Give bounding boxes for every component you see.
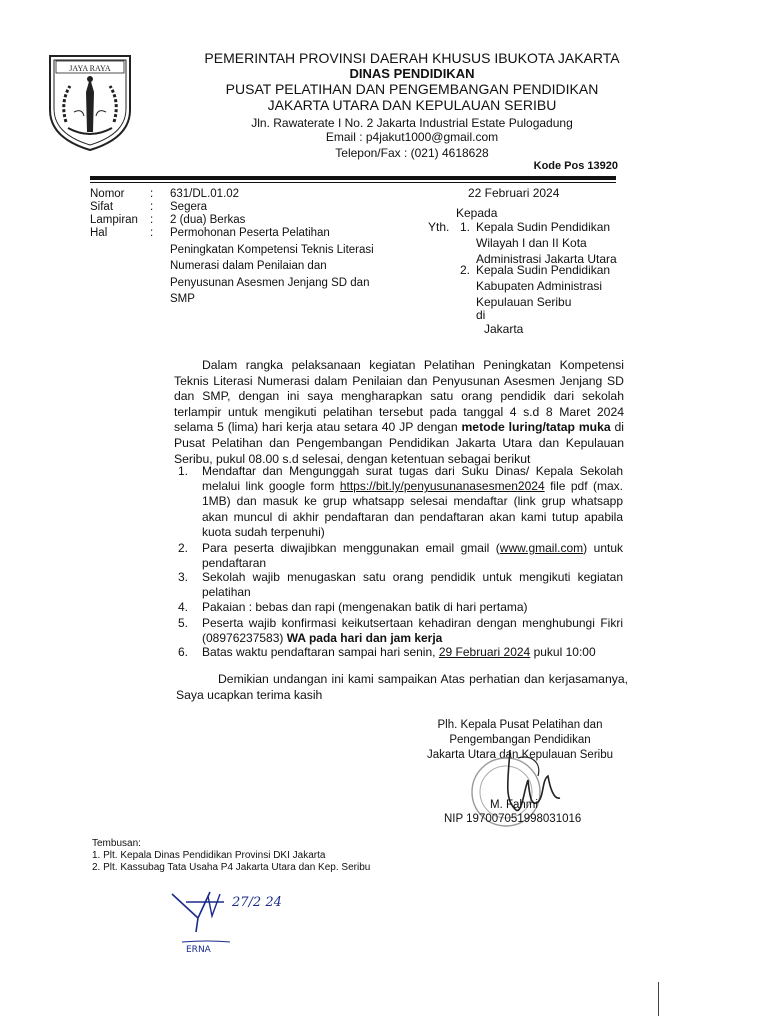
nomor-value: 631/DL.01.02 [170, 188, 240, 200]
letterhead-center: PUSAT PELATIHAN DAN PENGEMBANGAN PENDIDIKAN [225, 81, 599, 97]
tembusan-title: Tembusan: [92, 838, 141, 849]
recipient-di: di [476, 308, 486, 322]
letter-date: 22 Februari 2024 [468, 186, 560, 200]
list-item-5 [202, 616, 623, 646]
yth-label: Yth. [428, 220, 450, 234]
recipient-line: Kepala Sudin Pendidikan [476, 263, 611, 277]
hal-label: Hal [90, 227, 108, 239]
intro-end: di Pusat Pelatihan dan Pengembangan Pendidikan Jakarta Utara dan Kepulauan Seribu, pukul 08.00 s.d selesai, dengan ketentuan sebagai berikut [174, 420, 624, 466]
recipient-1 [476, 220, 617, 267]
list-text: ) untuk pendaftaran [202, 541, 624, 571]
hal-line: Peningkatan Kompetensi Teknis Literasi [170, 243, 374, 256]
letterhead-region: JAKARTA UTARA DAN KEPULAUAN SERIBU [267, 97, 557, 113]
recipient-line: Kepulauan Seribu [476, 295, 572, 309]
handwritten-name: ERNA [186, 945, 211, 955]
hal-colon: : [150, 227, 154, 239]
signatory-nip: NIP 197007051998031016 [444, 813, 582, 825]
list-text: Para peserta diwajibkan menggunakan email gmail ( [202, 541, 500, 555]
gmail-link[interactable]: www.gmail.com [499, 541, 584, 555]
list-text: Peserta wajib konfirmasi keikutsertaan kehadiran dengan menghubungi Fikri (08976237583) [202, 616, 623, 646]
recipient-line: Kepala Sudin Pendidikan [476, 220, 611, 234]
list-num: 3. [178, 570, 189, 584]
list-text: Batas waktu pendaftaran sampai hari senin, [202, 645, 436, 659]
signatory-name: M. Fahmi [490, 799, 538, 811]
list-num: 1. [178, 464, 189, 478]
hal-line: Penyusunan Asesmen Jenjang SD dan [170, 276, 370, 289]
intro-text: Dalam rangka pelaksanaan kegiatan Pelatihan Peningkatan Kompetensi Teknis Literasi Numerasi dalam Penilaian dan Penyusunan Asesmen Jenjang SD dan SMP, dengan ini saya mengharapkan satu orang pendidik dari sekolah terlampir untuk mengikuti pelatihan tersebut pada tanggal 4 s.d 8 Maret 2024 selama 5 (lima) hari kerja atau setara 40 JP dengan [174, 358, 624, 435]
hal-line: SMP [170, 293, 195, 305]
header-rule-thick [90, 176, 616, 180]
recipient-2 [476, 263, 610, 310]
tembusan-block [92, 838, 370, 874]
hal-line: Permohonan Peserta Pelatihan [170, 227, 330, 239]
list-item-4 [202, 600, 623, 615]
body-intro [174, 358, 624, 467]
sifat-value: Segera [170, 201, 208, 213]
svg-text:JAYA RAYA: JAYA RAYA [69, 64, 111, 73]
recipient-city: Jakarta [484, 322, 524, 336]
closing-paragraph: Demikian undangan ini kami sampaikan Atas perhatian dan kerjasamanya, Saya ucapkan terima kasih [176, 672, 628, 702]
kepada-label: Kepada [456, 206, 498, 220]
list-text: file pdf (max. 1MB) dan masuk ke grup whatsapp selesai mendaftar (link grup whatsapp akan muncul di akhir pendaftaran dan pendaftaran akan kami tutup apabila kuota sudah terpenuhi) [202, 479, 623, 539]
lampiran-label: Lampiran [90, 214, 138, 226]
google-form-link[interactable]: https://bit.ly/penyusunanasesmen2024 [339, 479, 545, 494]
list-item-2 [202, 541, 623, 571]
lampiran-colon: : [150, 214, 154, 226]
list-num: 6. [178, 645, 189, 659]
list-item-3 [202, 570, 623, 600]
handwritten-date: 27/2 24 [232, 895, 282, 910]
list-text: Pakaian : bebas dan rapi (mengenakan batik di hari pertama) [202, 600, 528, 614]
jakarta-emblem-logo [44, 52, 136, 152]
list-item-6 [202, 645, 623, 660]
sifat-label: Sifat [90, 201, 114, 213]
recipient-line: Kabupaten Administrasi [476, 279, 603, 293]
nomor-label: Nomor [90, 188, 125, 200]
deadline-date: 29 Februari 2024 [438, 645, 531, 659]
recipient-num: 2. [460, 263, 471, 277]
hal-line: Numerasi dalam Penilaian dan [170, 260, 327, 272]
list-text: pukul 10:00 [533, 645, 596, 659]
list-text: Sekolah wajib menugaskan satu orang pendidik untuk mengikuti kegiatan pelatihan [202, 570, 623, 600]
sifat-colon: : [150, 201, 154, 213]
tembusan-item: 1. Plt. Kepala Dinas Pendidikan Provinsi DKI Jakarta [92, 850, 326, 861]
lampiran-value: 2 (dua) Berkas [170, 214, 246, 226]
signature-title-3: Jakarta Utara dan Kepulauan Seribu [426, 749, 614, 761]
list-num: 4. [178, 600, 189, 614]
letterhead-address: Jln. Rawaterate I No. 2 Jakarta Industrial Estate Pulogadung [251, 116, 573, 130]
list-num: 2. [178, 541, 189, 555]
letterhead-department: DINAS PENDIDIKAN [349, 66, 475, 81]
recipient-line: Administrasi Jakarta Utara [476, 252, 617, 266]
tembusan-item: 2. Plt. Kassubag Tata Usaha P4 Jakarta Utara dan Kep. Seribu [92, 862, 371, 873]
recipient-line: Wilayah I dan II Kota [476, 236, 587, 250]
signature-title-1: Plh. Kepala Pusat Pelatihan dan [437, 719, 603, 731]
hal-value [170, 227, 400, 307]
letterhead-phone: Telepon/Fax : (021) 4618628 [335, 146, 489, 160]
list-bold: WA pada hari dan jam kerja [286, 631, 443, 646]
list-text: Mendaftar dan Mengunggah surat tugas dari Suku Dinas/ Kepala Sekolah melalui link google form [202, 464, 623, 494]
handwritten-initials-note [168, 888, 308, 960]
letterhead-email: Email : p4jakut1000@gmail.com [325, 130, 499, 144]
scan-artifact-line [658, 982, 659, 1016]
postal-code: Kode Pos 13920 [533, 160, 618, 172]
letterhead-government: PEMERINTAH PROVINSI DAERAH KHUSUS IBUKOTA JAKARTA [204, 50, 620, 66]
letterhead [0, 0, 768, 180]
list-num: 5. [178, 616, 189, 630]
signature-title-2: Pengembangan Pendidikan [449, 734, 591, 746]
header-rule-thin [90, 182, 616, 183]
list-item-1 [202, 464, 623, 540]
recipient-num: 1. [460, 220, 471, 234]
nomor-colon: : [150, 188, 154, 200]
intro-bold: metode luring/tatap muka [461, 420, 611, 435]
